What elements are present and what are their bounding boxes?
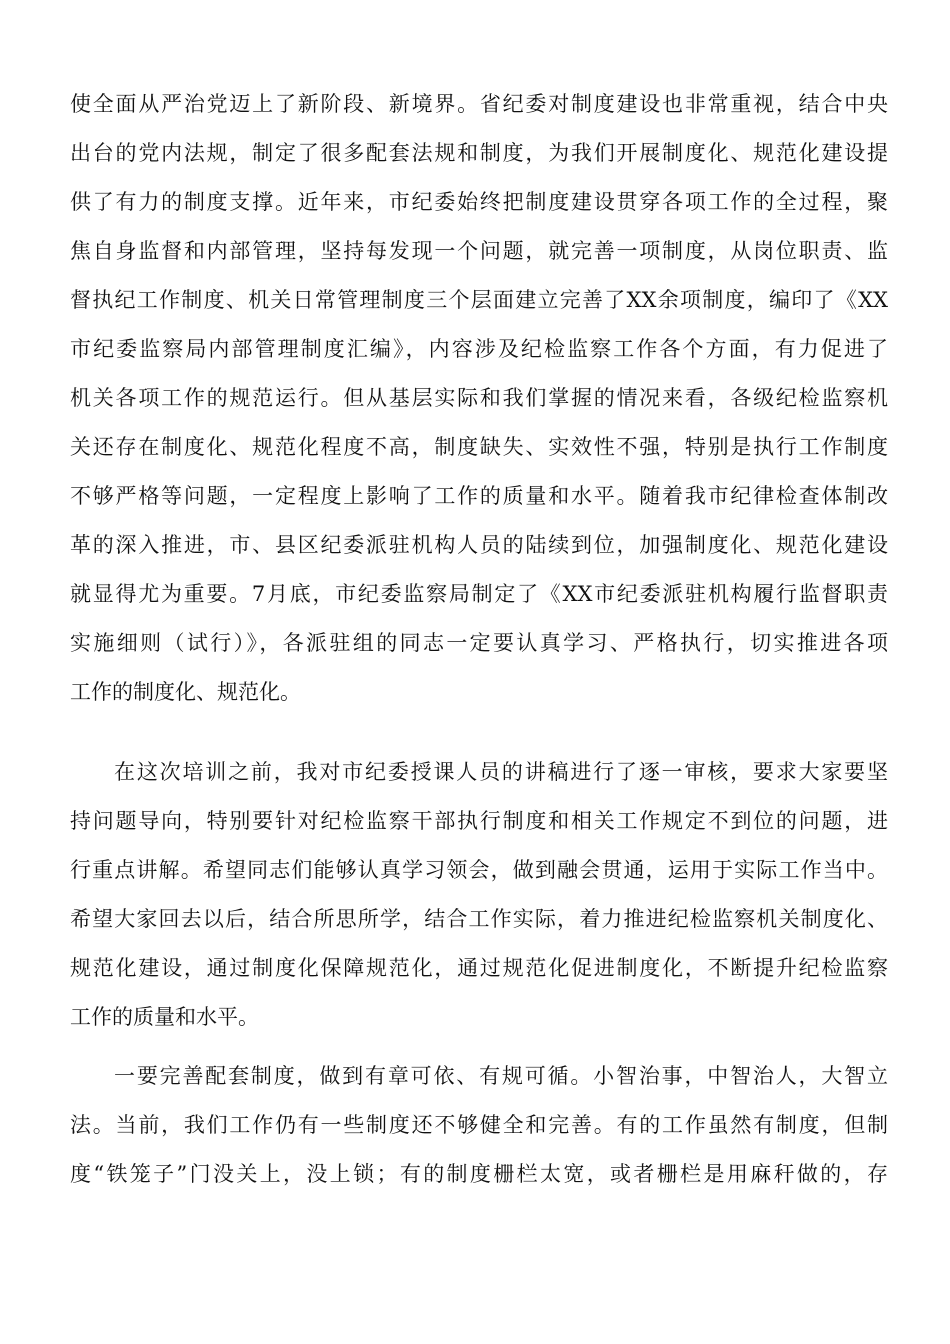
text-line: 市纪委监察局内部管理制度汇编》，内容涉及纪检监察工作各个方面，有力促进了 (70, 337, 888, 361)
text-line: 实施细则（试行）》，各派驻组的同志一定要认真学习、严格执行，切实推进各项 (70, 631, 888, 655)
text-line: 出台的党内法规，制定了很多配套法规和制度，为我们开展制度化、规范化建设提 (70, 141, 888, 165)
text-line: 一要完善配套制度，做到有章可依、有规可循。小智治事，中智治人，大智立 (114, 1064, 888, 1088)
text-line: 工作的制度化、规范化。 (70, 680, 301, 704)
paragraph-2 (70, 748, 888, 1042)
paragraph-1 (70, 80, 888, 717)
text-line: 就显得尤为重要。7月底，市纪委监察局制定了《XX市纪委派驻机构履行监督职责 (70, 582, 888, 606)
text-line: 供了有力的制度支撑。近年来，市纪委始终把制度建设贯穿各项工作的全过程，聚 (70, 190, 888, 214)
text-line: 焦自身监督和内部管理，坚持每发现一个问题，就完善一项制度，从岗位职责、监 (70, 239, 888, 263)
text-line: 关还存在制度化、规范化程度不高，制度缺失、实效性不强，特别是执行工作制度 (70, 435, 888, 459)
text-line: 在这次培训之前，我对市纪委授课人员的讲稿进行了逐一审核，要求大家要坚 (114, 760, 888, 784)
text-line: 法。当前，我们工作仍有一些制度还不够健全和完善。有的工作虽然有制度，但制 (70, 1113, 888, 1137)
text-line: 规范化建设，通过制度化保障规范化，通过规范化促进制度化，不断提升纪检监察 (70, 956, 888, 980)
text-line: 度“铁笼子”门没关上，没上锁；有的制度栅栏太宽，或者栅栏是用麻秆做的，存 (70, 1162, 888, 1186)
text-line: 希望大家回去以后，结合所思所学，结合工作实际，着力推进纪检监察机关制度化、 (70, 907, 888, 931)
text-line: 工作的质量和水平。 (70, 1005, 259, 1029)
text-line: 持问题导向，特别要针对纪检监察干部执行制度和相关工作规定不到位的问题，进 (70, 809, 888, 833)
text-line: 行重点讲解。希望同志们能够认真学习领会，做到融会贯通，运用于实际工作当中。 (70, 858, 888, 882)
text-line: 机关各项工作的规范运行。但从基层实际和我们掌握的情况来看，各级纪检监察机 (70, 386, 888, 410)
text-line: 革的深入推进，市、县区纪委派驻机构人员的陆续到位，加强制度化、规范化建设 (70, 533, 888, 557)
paragraph-3 (70, 1052, 888, 1199)
text-line: 督执纪工作制度、机关日常管理制度三个层面建立完善了XX余项制度，编印了《XX (70, 288, 888, 312)
text-line: 不够严格等问题，一定程度上影响了工作的质量和水平。随着我市纪律检查体制改 (70, 484, 888, 508)
text-line: 使全面从严治党迈上了新阶段、新境界。省纪委对制度建设也非常重视，结合中央 (70, 92, 888, 116)
